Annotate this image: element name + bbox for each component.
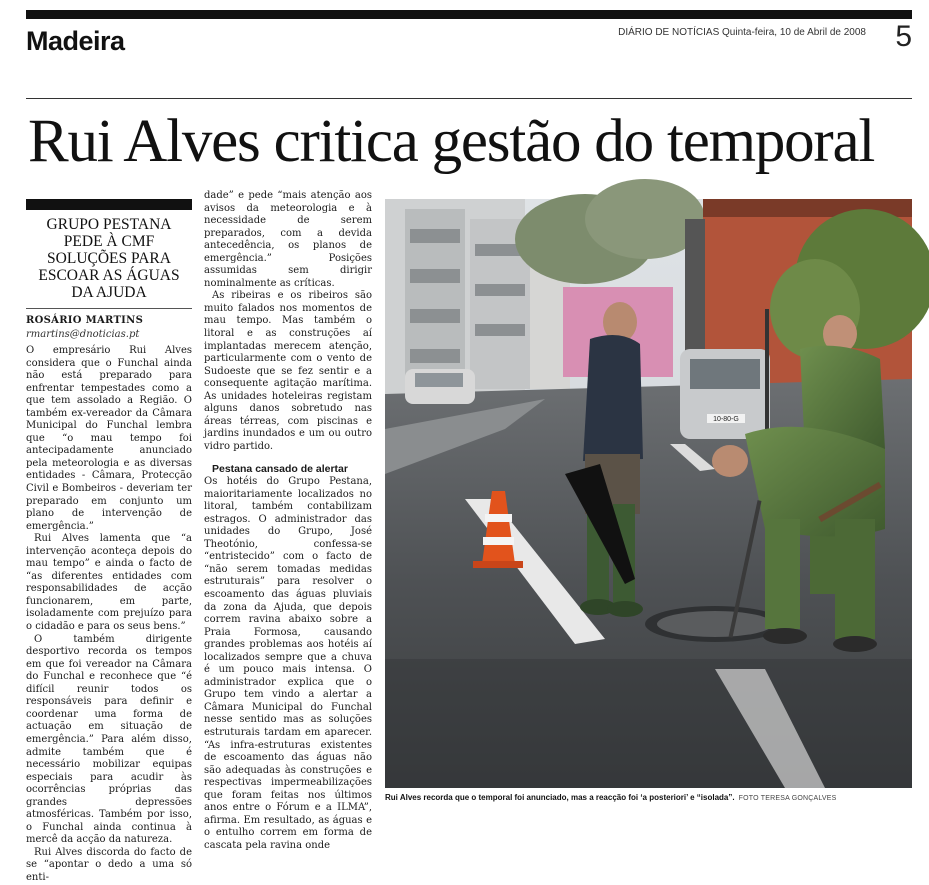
paragraph: Rui Alves discorda do facto de se “apontar o dedo a uma só enti- — [26, 846, 192, 883]
photo-caption — [385, 793, 912, 802]
headline-rule — [26, 98, 912, 99]
photo-credit: FOTO TERESA GONÇALVES — [738, 795, 837, 802]
kicker-bar — [26, 199, 192, 210]
byline-email: rmartins@dnoticias.pt — [26, 329, 140, 340]
paragraph: O empresário Rui Alves considera que o Funchal ainda não está preparado para enfrentar tempestades como a que tem assolado a Região. O também ex-vereador da Câmara Municipal do Funchal lembra que “o mau tempo foi antecipadamente anunciado pela meteorologia e as diversas entidades - Câmara, Protecção Civil e Bombeiros - deveriam ter preparado em conjunto um plano de intervenção de emergência.” — [26, 345, 192, 532]
kicker: GRUPO PESTANA PEDE À CMF SOLUÇÕES PARA ESCOAR AS ÁGUAS DA AJUDA — [38, 216, 180, 301]
byline-author: ROSÁRIO MARTINS — [26, 315, 144, 326]
section-title: Madeira — [26, 26, 125, 56]
caption-text: Rui Alves recorda que o temporal foi anunciado, mas a reacção foi ‘a posteriori’ e “isolada”. — [385, 793, 735, 802]
masthead-rule — [26, 10, 912, 19]
article-column-2 — [204, 190, 372, 851]
news-photo — [385, 199, 912, 788]
paragraph: Rui Alves lamenta que “a intervenção aconteça depois do mau tempo” e ainda o facto de “as diferentes entidades com responsabilidades de acção funcionarem, em parte, isoladamente com prejuízo para o cidadão e para os seus bens.” — [26, 533, 192, 633]
car-plate: 10-80-G — [713, 416, 739, 423]
paragraph: dade” e pede “mais atenção aos avisos da meteorologia e à necessidade de serem preparados, com a devida antecedência, os planos de emergência.” Posições assumidas sem dirigir nominalmente as críticas. — [204, 190, 372, 289]
headline: Rui Alves critica gestão do temporal — [28, 108, 875, 175]
page-number: 5 — [895, 20, 912, 53]
subheading: Pestana cansado de alertar — [212, 463, 348, 476]
article-column-1 — [26, 345, 192, 883]
paragraph: Os hotéis do Grupo Pestana, maioritariamente localizados no litoral, também contabilizam estragos. O administrador das unidades do Grupo, José Theotónio, confessa-se “entristecido” com o facto de “não serem tomadas medidas estruturais” para resolver o escoamento das águas pluviais da zona da Ajuda, que depois correm ravina abaixo sobre a Praia Formosa, causando grandes problemas aos hotéis aí localizados sempre que a chuva é um pouco mais intensa. O administrador explica que o Grupo tem vindo a alertar a Câmara Municipal do Funchal nesse sentido mas as soluções estruturais tardam em aparecer. “As infra-estruturas existentes de escoamento das águas não são adequadas às construções e respectivas impermeabilizações que foram feitas nos últimos anos entre o Fórum e a ILMA”, afirma. Em resultado, as águas e o entulho correm em forma de cascata pela ravina onde — [204, 476, 372, 851]
paragraph: As ribeiras e os ribeiros são muito falados nos momentos de mau tempo. Mas também o litoral e as construções aí implantadas merecem atenção, particularmente com o vento de Sudoeste que se fez sentir e a consequente agitação marítima. As unidades hoteleiras registam alguns danos sobretudo nas áreas térreas, com piscinas e jardins inundados e um ou outro vidro partido. — [204, 290, 372, 452]
kicker-rule — [26, 308, 192, 309]
dateline: DIÁRIO DE NOTÍCIAS Quinta-feira, 10 de Abril de 2008 — [618, 27, 866, 38]
paragraph: O também dirigente desportivo recorda os tempos em que foi vereador na Câmara do Funchal e reconhece que “é difícil reunir todos os responsáveis para definir e coordenar uma forma de actuação em situação de emergência.” Para além disso, admite também que é necessário mobilizar equipas especiais para acudir às ocorrências próprias das grandes depressões atmosféricas. Também por isso, o Funchal ainda continua à mercê da acção da natureza. — [26, 633, 192, 846]
